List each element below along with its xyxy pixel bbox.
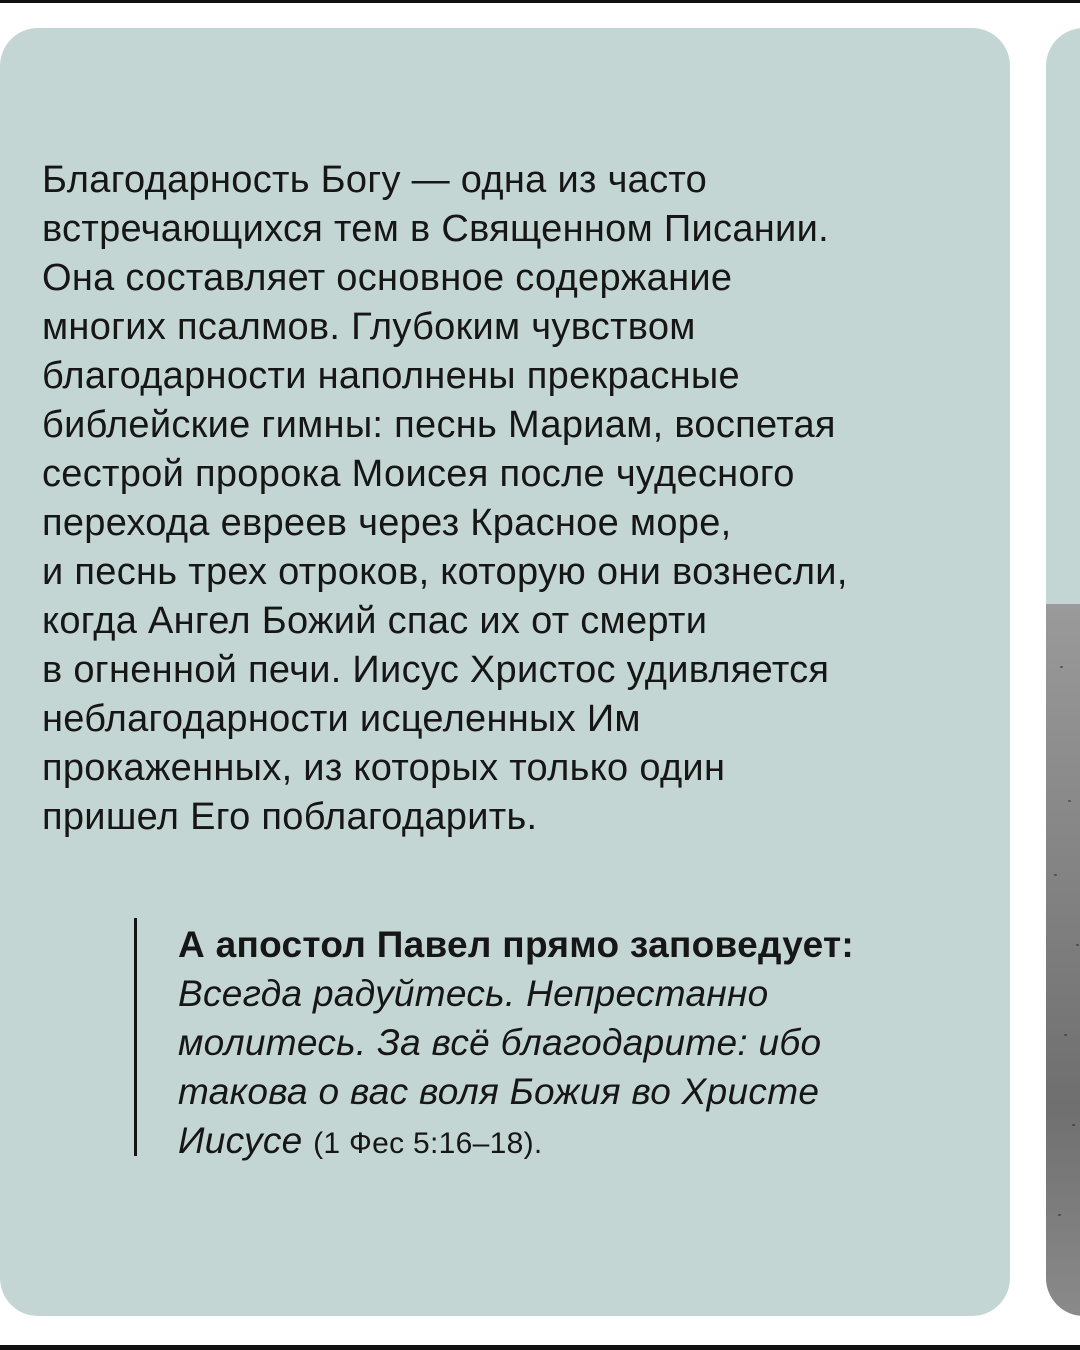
quote-text: [178, 920, 988, 1168]
quote-lead: А апостол Павел прямо заповедует:: [178, 924, 855, 965]
bottom-frame-line: [0, 1345, 1080, 1350]
text-card: [0, 28, 1010, 1316]
next-slide-photo: [1046, 604, 1080, 1316]
main-paragraph: Благодарность Богу — одна из часто встречающихся тем в Священном Писании. Она составляет основное содержание многих псалмов. Глубоким чувством благодарности наполнены прекрасные библейские гимны: песнь Мариам, воспетая сестрой пророка Моисея после чудесного перехода евреев через Красное море, и песнь трех отроков, которую они вознесли, когда Ангел Божий спас их от смерти в огненной печи. Иисус Христос удивляется неблагодарности исцеленных Им прокаженных, из которых только один пришел Его поблагодарить.: [42, 159, 848, 838]
next-slide-preview: [1046, 28, 1080, 1316]
top-frame-line: [0, 0, 1080, 3]
quote-verse: Всегда радуйтесь. Непрестанно молитесь. За всё благодарите: ибо такова о вас воля Божия во Христе Иисусе: [178, 973, 822, 1161]
quote-bar: [134, 918, 137, 1156]
quote-reference: (1 Фес 5:16–18).: [313, 1127, 543, 1160]
